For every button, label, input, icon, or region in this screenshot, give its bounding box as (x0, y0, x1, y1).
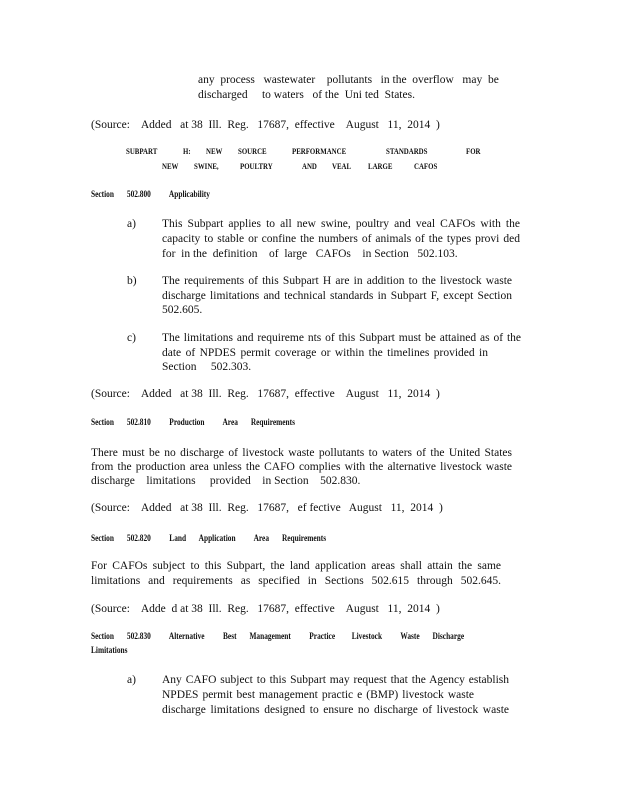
subpart-word: SUBPART (126, 147, 158, 156)
paragraph-line: Section 502.303. (162, 361, 252, 373)
source-note: (Source: Added at 38 Ill. Reg. 17687, effective August 11, 2014 ) (91, 388, 440, 400)
source-note: (Source: Adde d at 38 Ill. Reg. 17687, effective August 11, 2014 ) (91, 603, 440, 615)
paragraph-line: 502.605. (162, 304, 203, 316)
subpart-word: NEW (206, 147, 223, 156)
subpart-word: AND (302, 162, 317, 171)
paragraph-line: For CAFOs subject to this Subpart, the land application areas shall attain the same (91, 560, 501, 572)
paragraph-line: discharge limitations designed to ensure no discharge of livestock waste (162, 704, 509, 716)
subpart-word: PERFORMANCE (292, 147, 347, 156)
paragraph-line: from the production area unless the CAFO complies with the alternative livestock waste (91, 461, 512, 473)
paragraph-line: This Subpart applies to all new swine, poultry and veal CAFOs with the (162, 218, 520, 230)
subpart-word: SWINE, (194, 162, 219, 171)
subpart-word: NEW (162, 162, 179, 171)
section-heading: Section 502.800 Applicability (91, 189, 210, 199)
subpart-word: LARGE (368, 162, 393, 171)
paragraph-line: NPDES permit best management practic e (BMP) livestock waste (162, 689, 474, 701)
paragraph-line: discharge limitations provided in Section 502.830. (91, 475, 361, 487)
intro-line-1: any process wastewater pollutants in the overflow may be (198, 74, 499, 86)
paragraph-line: capacity to stable or confine the numbers of animals of the types provi ded (162, 233, 520, 245)
subpart-word: H: (183, 147, 191, 156)
subpart-word: POULTRY (240, 162, 273, 171)
paragraph-line: There must be no discharge of livestock waste pollutants to waters of the United States (91, 447, 512, 459)
subpart-word: SOURCE (238, 147, 267, 156)
paragraph-line: The requirements of this Subpart H are in addition to the livestock waste (162, 275, 512, 287)
list-marker: c) (127, 332, 136, 344)
section-heading: Section 502.830 Alternative Best Management Practice Livestock Waste Discharge (91, 631, 465, 641)
subpart-word: CAFOS (414, 162, 438, 171)
list-marker: a) (127, 674, 136, 686)
source-note: (Source: Added at 38 Ill. Reg. 17687, ef fective August 11, 2014 ) (91, 502, 443, 514)
paragraph-line: date of NPDES permit coverage or within the timelines provided in (162, 347, 488, 359)
subpart-word: FOR (466, 147, 481, 156)
intro-line-2: discharged to waters of the Uni ted States. (198, 89, 415, 101)
section-heading-continued: Limitations (91, 645, 128, 655)
paragraph-line: discharge limitations and technical standards in Subpart F, except Section (162, 290, 512, 302)
list-marker: b) (127, 275, 137, 287)
paragraph-line: for in the definition of large CAFOs in Section 502.103. (162, 248, 458, 260)
paragraph-line: limitations and requirements as specified in Sections 502.615 through 502.645. (91, 575, 501, 587)
list-marker: a) (127, 218, 136, 230)
source-note: (Source: Added at 38 Ill. Reg. 17687, effective August 11, 2014 ) (91, 119, 440, 131)
subpart-word: VEAL (332, 162, 352, 171)
section-heading: Section 502.820 Land Application Area Requirements (91, 533, 327, 543)
paragraph-line: Any CAFO subject to this Subpart may request that the Agency establish (162, 674, 509, 686)
paragraph-line: The limitations and requireme nts of this Subpart must be attained as of the (162, 332, 521, 344)
subpart-word: STANDARDS (386, 147, 428, 156)
section-heading: Section 502.810 Production Area Requirements (91, 417, 295, 427)
